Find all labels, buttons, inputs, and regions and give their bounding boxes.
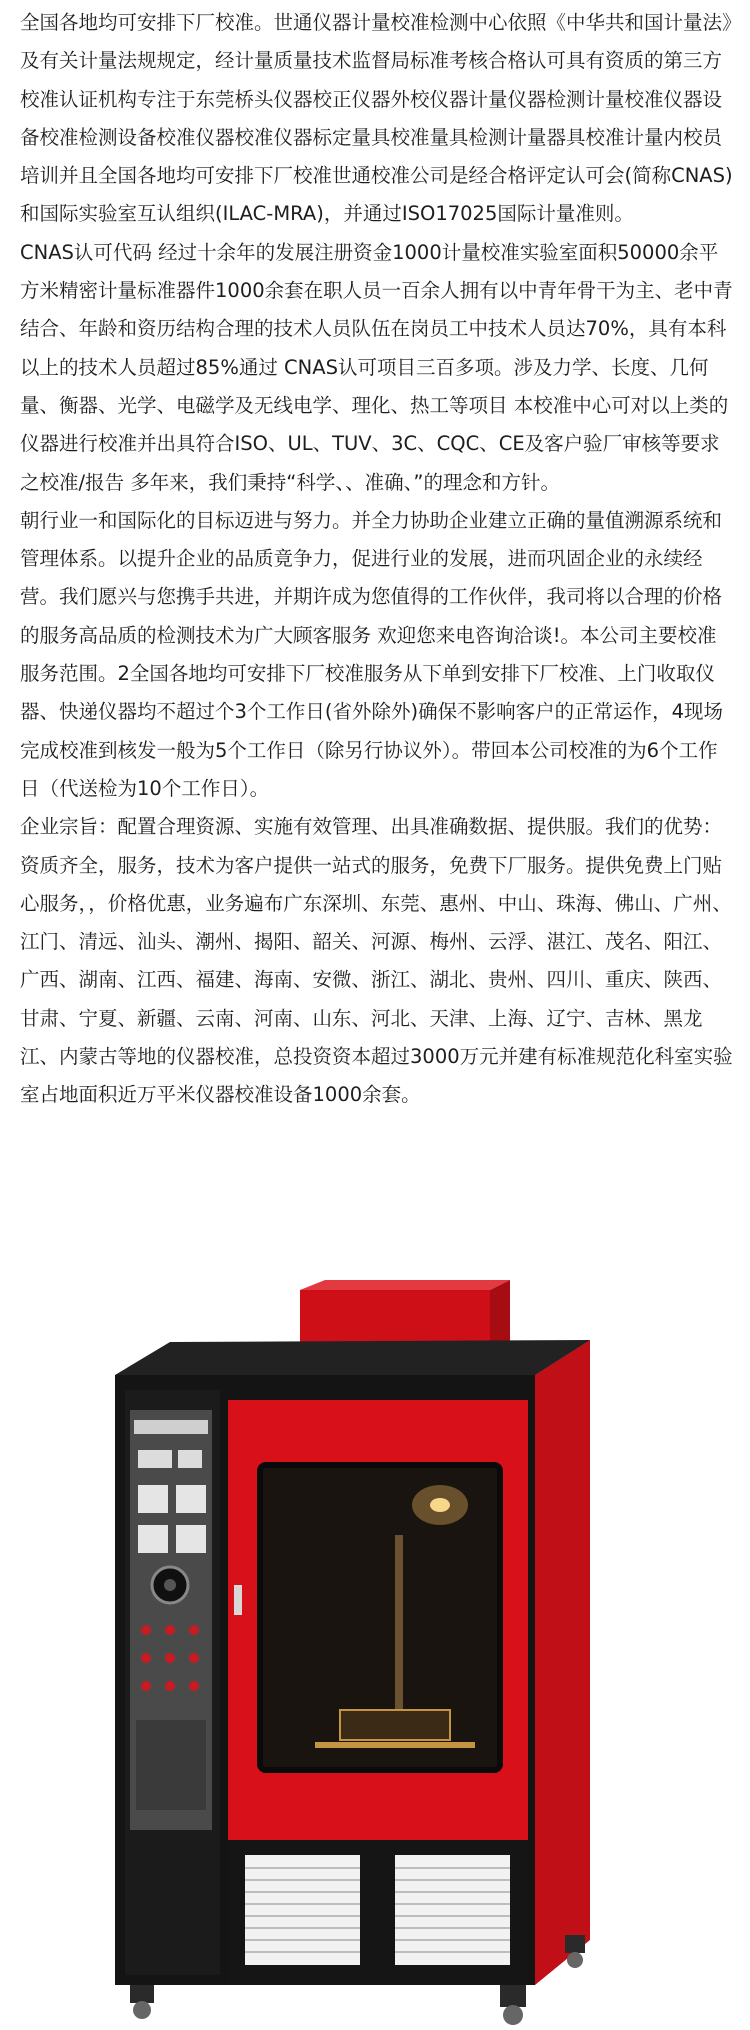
door-handle: [234, 1585, 242, 1615]
sample-holder: [340, 1710, 450, 1740]
instrument-cabinet-photo-icon: [110, 1280, 650, 2025]
article-paragraph-4: 企业宗旨：配置合理资源、实施有效管理、出具准确数据、提供服。我们的优势：资质齐全，服务，技术为客户提供一站式的服务，免费下厂服务。提供免费上门贴心服务，，价格优惠，业务遍布广东深圳、东莞、惠州、中山、珠海、佛山、广州、江门、清远、汕头、潮州、揭阳、韶关、河源、梅州、云浮、湛江、茂名、阳江、广西、湖南、江西、福建、海南、安微、浙江、湖北、贵州、四川、重庆、陕西、甘肃、宁夏、新疆、云南、河南、山东、河北、天津、上海、辽宁、吉林、黑龙江、内蒙古等地的仪器校准，总投资资本超过3000万元并建有标准规范化科室实验室占地面积近万平米仪器校准设备1000余套。: [20, 815, 733, 1107]
timer-left: [138, 1485, 168, 1513]
cabinet-side-panel: [535, 1340, 590, 1985]
product-image: [110, 1280, 650, 2025]
article-body: [20, 4, 736, 1115]
burner-stand: [395, 1535, 403, 1710]
display-1: [138, 1450, 172, 1468]
hood-top: [300, 1280, 510, 1290]
article-paragraph-2: CNAS认可代码 经过十余年的发展注册资金1000计量校准实验室面积50000余平方米精密计量标准器件1000余套在职人员一百余人拥有以中青年骨干为主、老中青结合、年龄和资历结构合理的技术人员队伍在岗员工中技术人员达70%，具有本科以上的技术人员超过85%通过 CNAS认可项目三百多项。涉及力学、长度、几何量、衡器、光学、电磁学及无线电学、理化、热工等项目 本校准中心可对以上类的仪器进行校准并出具符合ISO、UL、TUV、3C、CQC、CE及客户验厂审核等要求之校准/报告 多年来，我们秉持“科学、、准确、”的理念和方针。: [20, 240, 733, 494]
timer-right: [176, 1485, 206, 1513]
article-paragraph-1: 全国各地均可安排下厂校准。世通仪器计量校准检测中心依照《中华共和国计量法》及有关计量法规规定，经计量质量技术监督局标准考核合格认可具有资质的第三方校准认证机构专注于东莞桥头仪器校正仪器外校仪器计量仪器检测计量校准仪器设备校准检测设备校准仪器校准仪器标定量具校准量具检测计量器具校准计量内校员培训并且全国各地均可安排下厂校准世通校准公司是经合格评定认可会(简称CNAS)和国际实验室互认组织(ILAC-MRA)，并通过ISO17025国际计量准则。: [20, 11, 733, 226]
vent-left: [245, 1855, 360, 1965]
article-paragraph-3: 朝行业一和国际化的目标迈进与努力。并全力协助企业建立正确的量值溯源系统和管理体系。以提升企业的品质竟争力，促进行业的发展，进而巩固企业的永续经营。我们愿兴与您携手共进，并期许成为您值得的工作伙伴，我司将以合理的价格的服务高品质的检测技术为广大顾客服务 欢迎您来电咨询洽谈!。本公司主要校准服务范围。2全国各地均可安排下厂校准服务从下单到安排下厂校准、上门收取仪器、快递仪器均不超过个3个工作日(省外除外)确保不影响客户的正常运作，4现场完成校准到核发一般为5个工作日（除另行协议外）。带回本公司校准的为6个工作日（代送检为10个工作日）。: [20, 508, 724, 800]
cabinet-top: [115, 1340, 590, 1375]
vent-right: [395, 1855, 510, 1965]
